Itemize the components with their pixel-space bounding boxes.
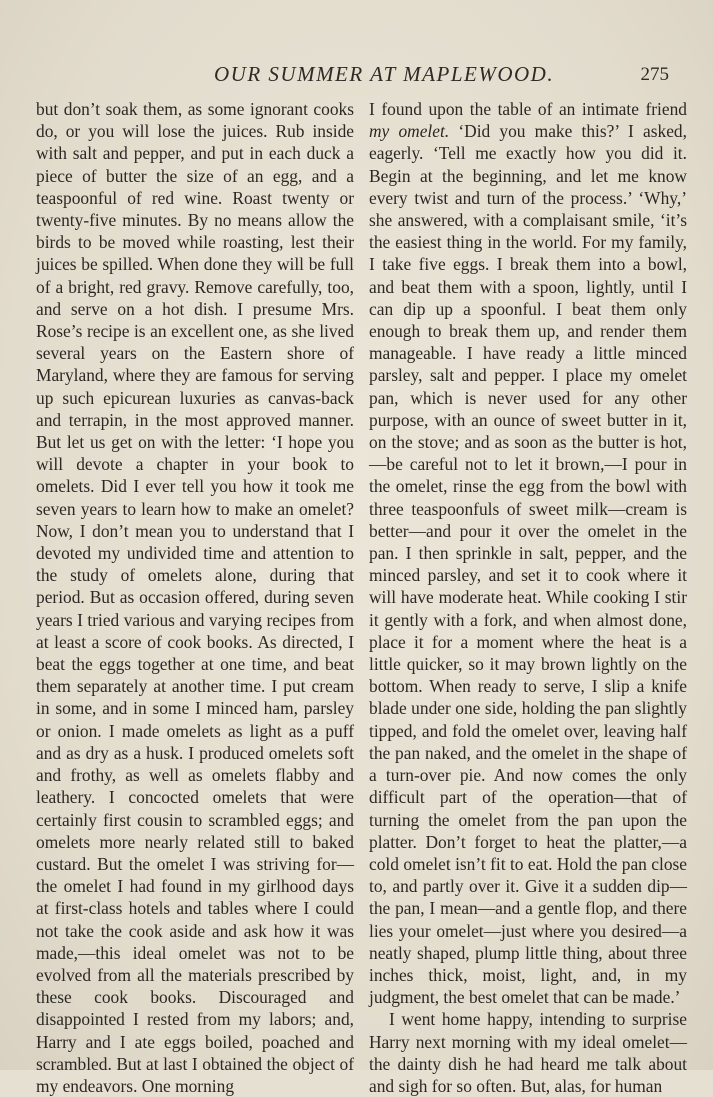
left-column bbox=[36, 98, 354, 1097]
right-column bbox=[369, 98, 687, 1097]
right-paragraph-second: I went home happy, intending to surprise Harry next morning with my ideal omelet—the dainty dish he had heard me talk about and sigh for so often. But, alas, for human bbox=[369, 1009, 687, 1096]
italic-phrase: my omelet. bbox=[369, 121, 450, 142]
right-paragraph-opening: I found upon the table of an intimate friend bbox=[369, 99, 687, 119]
right-paragraph-body: ‘Did you make this?’ I asked, eagerly. ‘Tell me exactly how you did it. Begin at the beginning, and let me know every twist and turn of the process.’ ‘Why,’ she answered, with a complaisant smile, ‘it’s the easiest thing in the world. For my family, I take five eggs. I break them into a bowl, and beat them with a spoon, lightly, until I can dip up a spoonful. I beat them only enough to break them up, and render them manageable. I have ready a little minced parsley, salt and pepper. I place my omelet pan, which is never used for any other purpose, with an ounce of sweet butter in it, on the stove; and as soon as the butter is hot,—be careful not to let it brown,—I pour in the omelet, rinse the egg from the bowl with three teaspoonfuls of sweet milk—cream is better—and pour it over the omelet in the pan. I then sprinkle in salt, pepper, and the minced parsley, and set it to cook where it will have moderate heat. While cooking I stir it gently with a fork, and when almost done, place it for a moment where the heat is a little quicker, so it may brown lightly on the bottom. When ready to serve, I slip a knife blade under one side, holding the pan slightly tipped, and fold the omelet over, leaving half the pan naked, and the omelet in the shape of a turn-over pie. And now comes the only difficult part of the operation—that of turning the omelet from the pan upon the platter. Don’t forget to heat the platter,—a cold omelet isn’t fit to eat. Hold the pan close to, and partly over it. Give it a sudden dip—the pan, I mean—and a gentle flop, and there lies your omelet—just where you desired—a neatly shaped, plump little thing, about three inches thick, moist, light, and, in my judgment, the best omelet that can be made.’ bbox=[369, 121, 687, 1008]
running-title: OUR SUMMER AT MAPLEWOOD. bbox=[214, 62, 555, 86]
left-paragraph: but don’t soak them, as some ignorant cooks do, or you will lose the juices. Rub inside with salt and pepper, and put in each duck a piece of butter the size of an egg, and a teaspoonful of red wine. Roast twenty or twenty-five minutes. By no means allow the birds to be moved while roasting, lest their juices be spilled. When done they will be full of a bright, red gravy. Remove carefully, too, and serve on a hot dish. I presume Mrs. Rose’s recipe is an excellent one, as she lived several years on the Eastern shore of Maryland, where they are famous for serving up such epicurean luxuries as canvas-back and terrapin, in the most approved manner. But let us get on with the letter: ‘I hope you will devote a chapter in your book to omelets. Did I ever tell you how it took me seven years to learn how to make an omelet? Now, I don’t mean you to understand that I devoted my undivided time and attention to the study of omelets alone, during that period. But as occasion offered, during seven years I tried various and varying recipes from at least a score of cook books. As directed, I beat the eggs together at one time, and beat them separately at another time. I put cream in some, and in some I minced ham, parsley or onion. I made omelets as light as a puff and as dry as a husk. I produced omelets soft and frothy, as well as omelets flabby and leathery. I concocted omelets that were certainly first cousin to scrambled eggs; and omelets more nearly related still to baked custard. But the omelet I was striving for—the omelet I had found in my girlhood days at first-class hotels and tables where I could not take the cook aside and ask how it was made,—this ideal omelet was not to be evolved from all the materials prescribed by these cook books. Discouraged and disappointed I rested from my labors; and, Harry and I ate eggs boiled, poached and scrambled. But at last I obtained the object of my endeavors. One morning bbox=[36, 99, 354, 1096]
page-header bbox=[0, 62, 713, 92]
right-paragraph-first bbox=[369, 98, 687, 1008]
page-number: 275 bbox=[640, 64, 669, 85]
